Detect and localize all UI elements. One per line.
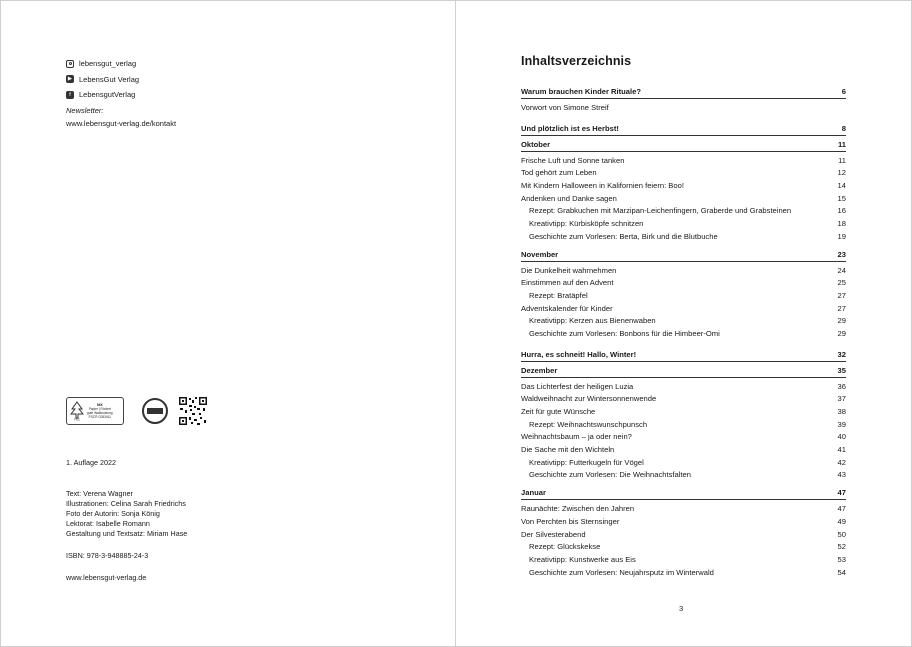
toc-entry (521, 277, 846, 290)
toc-entry-page: 39 (837, 419, 846, 429)
climate-seal-icon (142, 398, 168, 424)
toc-entry-title: Das Lichterfest der heiligen Luzia (521, 381, 634, 391)
toc-entry-title: Von Perchten bis Sternsinger (521, 516, 620, 526)
toc-entry-page: 23 (837, 249, 846, 259)
toc-sub-entry (521, 290, 846, 303)
toc-entry-page (832, 102, 846, 115)
toc-entry-page: 47 (837, 504, 846, 514)
toc-entry (521, 393, 846, 406)
toc-entry (521, 444, 846, 457)
toc-entry-title: Raunächte: Zwischen den Jahren (521, 504, 635, 514)
youtube-handle: LebensGut Verlag (79, 74, 140, 84)
toc-entry-page: 27 (837, 303, 846, 313)
toc-entry (521, 102, 846, 115)
toc-sub-entry (521, 419, 846, 432)
toc-entry-page: 47 (837, 488, 846, 498)
toc-entry-page: 14 (837, 181, 846, 191)
toc-entry-page: 15 (837, 193, 846, 203)
toc-sub-entry (521, 205, 846, 218)
toc-entry-page: 40 (837, 432, 846, 442)
toc-entry (521, 167, 846, 180)
toc-entry (521, 155, 846, 168)
toc-entry-title: Januar (521, 488, 546, 498)
toc-entry-page: 49 (837, 516, 846, 526)
instagram-handle: lebensgut_verlag (79, 59, 137, 68)
toc-entry-title: Geschichte zum Vorlesen: Bonbons für die Himbeer-Omi (529, 328, 720, 338)
toc-section-heading (521, 487, 846, 500)
toc-entry-title: Mit Kindern Halloween in Kalifornien feiern: Boo! (521, 181, 684, 191)
credit-line: Gestaltung und Textsatz: Miriam Hase (66, 529, 188, 538)
toc-entry-page: 52 (837, 542, 846, 552)
toc-entry (521, 503, 846, 516)
fsc-logo (66, 397, 124, 425)
toc-entry-page: 54 (837, 567, 846, 577)
toc-entry-title: Rezept: Bratäpfel (529, 290, 588, 300)
toc-entry-title: Geschichte zum Vorlesen: Neujahrsputz im Winterwald (529, 567, 714, 577)
toc-sub-entry (521, 554, 846, 567)
toc-entry-title: Geschichte zum Vorlesen: Berta, Birk und die Blutbuche (529, 231, 718, 241)
social-links (66, 56, 176, 132)
toc-entry-page: 42 (837, 457, 846, 467)
fsc-label: MIX Papier | Fördert gute Waldnutzung FSC® C083411 (87, 403, 113, 419)
toc-entry (521, 303, 846, 316)
toc-entry-title: Rezept: Grabkuchen mit Marzipan-Leichenfingern, Graberde und Grabsteinen (529, 206, 792, 216)
toc-entry-title: Adventskalender für Kinder (521, 303, 613, 313)
youtube-icon: ▶ (67, 76, 73, 83)
toc-entry-page: 8 (841, 123, 846, 133)
toc-sub-entry (521, 541, 846, 554)
toc-entry-page: 38 (837, 407, 846, 416)
toc-entry-page: 25 (837, 278, 846, 288)
facebook-icon: f (66, 91, 74, 99)
toc-entry-page: 27 (837, 290, 846, 300)
toc-entry-page: 24 (837, 265, 846, 275)
toc-entry-title: November (521, 249, 559, 259)
credit-line: Text: Verena Wagner (66, 489, 133, 498)
toc-entry-title: Vorwort von Simone Streif (521, 103, 609, 112)
toc-entry (521, 265, 846, 278)
credit-line: Lektorat: Isabelle Romann (66, 519, 150, 528)
toc-entry (521, 381, 846, 394)
toc-entry (521, 193, 846, 206)
toc-sub-entry (521, 231, 846, 244)
toc-entry-title: Einstimmen auf den Advent (521, 278, 614, 288)
fsc-tree-icon (70, 401, 84, 421)
toc-entry-title: Frische Luft und Sonne tanken (521, 155, 625, 165)
credit-line: Illustrationen: Celina Sarah Friedrichs (66, 499, 186, 508)
toc-entry-title: Die Dunkelheit wahrnehmen (521, 265, 617, 275)
toc-entry-page: 43 (837, 470, 846, 480)
social-instagram (66, 56, 176, 72)
social-youtube (66, 72, 176, 88)
toc-entry-page: 53 (837, 554, 846, 564)
toc-entry-title: Tod gehört zum Leben (521, 168, 597, 178)
toc-entry-title: Hurra, es schneit! Hallo, Winter! (521, 349, 637, 359)
toc-section-heading (521, 349, 846, 362)
toc-section-heading (521, 86, 846, 99)
facebook-handle: LebensgutVerlag (79, 90, 136, 99)
fsc-mark-text: FSC (74, 417, 80, 421)
isbn: ISBN: 978-3-948885-24-3 (66, 551, 149, 560)
toc-entry-page: 29 (837, 316, 846, 326)
toc-entry-title: Kreativtipp: Kunstwerke aus Eis (529, 554, 636, 564)
toc-sub-entry (521, 218, 846, 231)
toc-entry-page: 19 (837, 231, 846, 241)
toc-entry (521, 516, 846, 529)
toc-entry-title: Rezept: Glückskekse (529, 542, 601, 552)
toc-sub-entry (521, 469, 846, 482)
toc-title: Inhaltsverzeichnis (521, 54, 632, 68)
credit-line: Foto der Autorin: Sonja König (66, 509, 160, 518)
toc-entry-title: Andenken und Danke sagen (521, 193, 617, 203)
toc-entry-title: Oktober (521, 139, 551, 149)
toc-entry-title: Kreativtipp: Kürbisköpfe schnitzen (529, 219, 644, 229)
toc-entry-title: Rezept: Weihnachtswunschpunsch (529, 419, 648, 429)
toc-entry-page: 37 (837, 394, 846, 404)
toc-section-heading (521, 365, 846, 378)
edition-note: 1. Auflage 2022 (66, 458, 116, 467)
toc-entry-page: 50 (837, 529, 846, 539)
toc-section-heading (521, 123, 846, 136)
toc-entry-title: Und plötzlich ist es Herbst! (521, 123, 619, 133)
toc-entry-page: 36 (837, 381, 846, 391)
toc-entry-title: Dezember (521, 365, 558, 375)
toc-entry-title: Kreativtipp: Kerzen aus Bienenwaben (529, 316, 656, 326)
toc-entry-title: Weihnachtsbaum – ja oder nein? (521, 432, 632, 442)
toc-entry-page: 11 (837, 139, 846, 149)
credits (66, 489, 187, 539)
toc-entry-title: Kreativtipp: Futterkugeln für Vögel (529, 457, 644, 467)
toc-sub-entry (521, 457, 846, 470)
toc-entry (521, 406, 846, 419)
toc-entry (521, 431, 846, 444)
toc-entry-page: 32 (837, 349, 846, 359)
qr-code-icon (178, 396, 208, 426)
toc-entry-page: 18 (837, 219, 846, 229)
certification-logos (66, 396, 208, 426)
newsletter-label: Newsletter: (66, 105, 104, 115)
toc-entry-page: 29 (837, 328, 846, 338)
toc-entry-title: Waldweihnacht zur Wintersonnenwende (521, 394, 657, 404)
toc-entry-page: 35 (837, 365, 846, 375)
toc-entry-page: 41 (837, 445, 846, 455)
website-url: www.lebensgut-verlag.de (66, 573, 147, 582)
toc-sub-entry (521, 328, 846, 341)
toc-entry-title: Die Sache mit den Wichteln (521, 445, 615, 455)
toc-entry-page: 11 (838, 155, 846, 165)
toc-section-heading (521, 139, 846, 152)
toc-entry-title: Zeit für gute Wünsche (521, 407, 596, 416)
toc-section-heading (521, 249, 846, 262)
toc-sub-entry (521, 315, 846, 328)
toc-entry-page: 6 (841, 87, 846, 96)
toc-entry-page: 12 (837, 168, 846, 178)
toc-entry-page: 16 (837, 206, 846, 216)
toc-sub-entry (521, 567, 846, 580)
table-of-contents (521, 86, 846, 579)
toc-entry (521, 529, 846, 542)
newsletter-url: www.lebensgut-verlag.de/kontakt (66, 119, 177, 128)
toc-entry-title: Warum brauchen Kinder Rituale? (521, 87, 641, 96)
social-facebook (66, 87, 176, 103)
toc-entry-title: Geschichte zum Vorlesen: Die Weihnachtsfalten (529, 470, 691, 480)
page-number: 3 (679, 604, 684, 613)
toc-entry-title: Der Silvesterabend (521, 529, 586, 539)
instagram-icon (66, 60, 74, 68)
toc-entry (521, 180, 846, 193)
